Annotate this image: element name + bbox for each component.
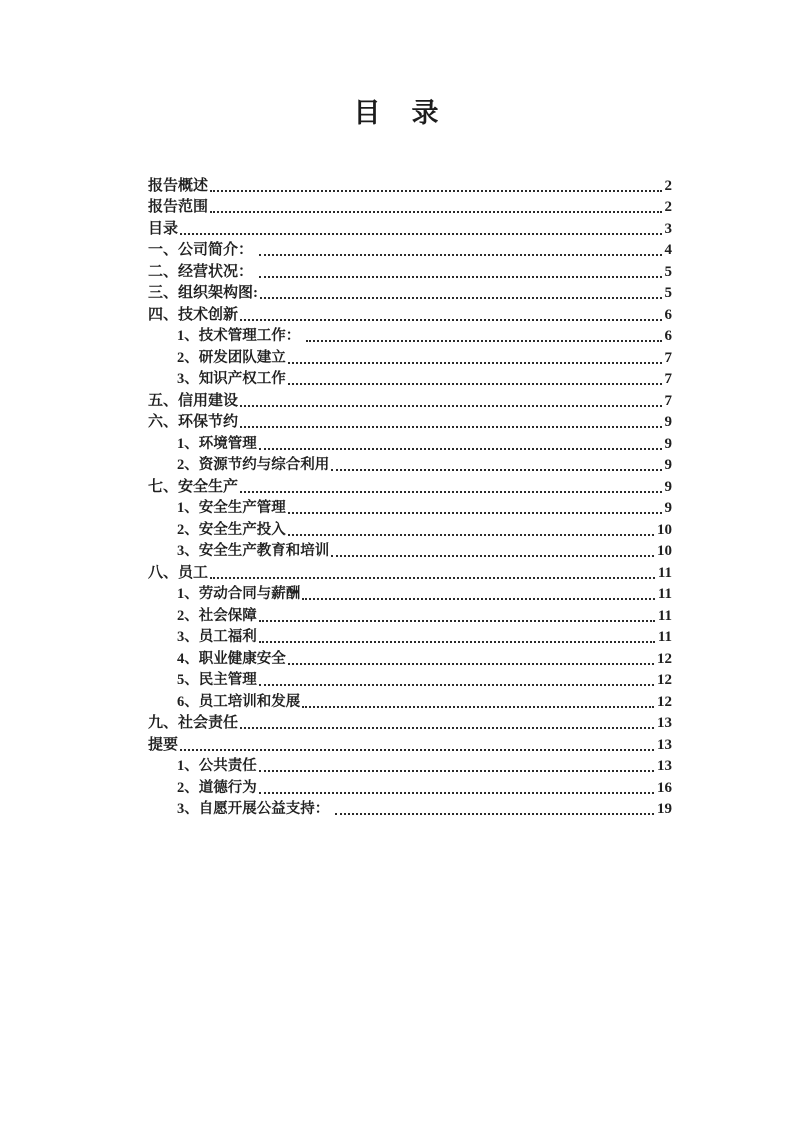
- toc-entry-page: 2: [664, 199, 672, 215]
- toc-entry-label: 九、社会责任: [148, 715, 239, 731]
- toc-dot-leader: [288, 512, 662, 514]
- toc-entry-label: 三、组织架构图:: [148, 285, 258, 301]
- toc-entry-label: 五、信用建设: [148, 392, 239, 409]
- toc-entry-page: 9: [664, 435, 672, 452]
- toc-entry[interactable]: [148, 690, 672, 712]
- toc-entry-label: 一、公司简介：: [148, 242, 257, 258]
- toc-entry-label: 5、民主管理: [177, 672, 257, 688]
- toc-dot-leader: [259, 641, 655, 643]
- toc-entry-label: 报告概述: [148, 177, 209, 194]
- toc-entry[interactable]: [148, 669, 672, 691]
- toc-entry[interactable]: [148, 561, 672, 583]
- toc-list: [148, 174, 672, 819]
- toc-entry-page: 7: [664, 349, 672, 366]
- toc-entry[interactable]: [148, 798, 672, 820]
- toc-entry[interactable]: [148, 497, 672, 519]
- toc-entry-label: 2、安全生产投入: [177, 521, 286, 538]
- toc-entry-page: 19: [657, 801, 672, 817]
- toc-entry[interactable]: [148, 303, 672, 325]
- toc-dot-leader: [180, 233, 661, 235]
- toc-entry-page: 5: [664, 263, 672, 280]
- toc-entry[interactable]: [148, 583, 672, 605]
- toc-entry[interactable]: [148, 518, 672, 540]
- toc-entry-page: 12: [657, 693, 672, 710]
- toc-entry[interactable]: [148, 776, 672, 798]
- toc-entry-page: 9: [664, 457, 672, 473]
- toc-dot-leader: [259, 254, 662, 256]
- toc-entry-label: 1、劳动合同与薪酬: [177, 586, 301, 602]
- toc-entry-label: 3、知识产权工作: [177, 371, 286, 387]
- toc-entry-page: 7: [664, 371, 672, 387]
- toc-dot-leader: [259, 770, 654, 772]
- toc-entry[interactable]: [148, 540, 672, 562]
- toc-title: 目 录: [353, 98, 441, 128]
- toc-entry-page: 10: [657, 521, 672, 538]
- toc-entry-label: 2、社会保障: [177, 607, 257, 624]
- toc-dot-leader: [240, 491, 661, 493]
- toc-entry[interactable]: [148, 368, 672, 390]
- toc-entry-page: 6: [664, 328, 672, 344]
- toc-entry-label: 6、员工培训和发展: [177, 693, 301, 710]
- toc-entry-label: 目录: [148, 220, 179, 237]
- toc-entry-label: 2、研发团队建立: [177, 349, 286, 366]
- toc-entry[interactable]: [148, 626, 672, 648]
- toc-dot-leader: [288, 534, 654, 536]
- toc-dot-leader: [288, 362, 662, 364]
- toc-entry[interactable]: [148, 325, 672, 347]
- toc-dot-leader: [302, 706, 654, 708]
- toc-entry[interactable]: [148, 239, 672, 261]
- toc-entry-page: 11: [657, 564, 672, 581]
- toc-entry-label: 二、经营状况：: [148, 263, 257, 280]
- toc-entry[interactable]: [148, 733, 672, 755]
- toc-entry-page: 9: [664, 500, 672, 516]
- toc-dot-leader: [335, 813, 654, 815]
- toc-dot-leader: [240, 319, 661, 321]
- toc-entry-page: 9: [664, 478, 672, 495]
- toc-entry-label: 1、公共责任: [177, 758, 257, 774]
- toc-entry-label: 六、环保节约: [148, 414, 239, 430]
- toc-dot-leader: [240, 405, 661, 407]
- toc-entry-page: 13: [657, 715, 672, 731]
- toc-entry[interactable]: [148, 196, 672, 218]
- toc-entry-label: 七、安全生产: [148, 478, 239, 495]
- toc-entry-page: 3: [664, 220, 672, 237]
- toc-entry[interactable]: [148, 217, 672, 239]
- toc-entry[interactable]: [148, 260, 672, 282]
- toc-entry[interactable]: [148, 475, 672, 497]
- toc-dot-leader: [306, 340, 662, 342]
- toc-entry[interactable]: [148, 389, 672, 411]
- toc-entry-label: 3、安全生产教育和培训: [177, 543, 330, 559]
- toc-dot-leader: [259, 684, 654, 686]
- toc-entry-page: 2: [664, 177, 672, 194]
- toc-entry-page: 10: [657, 543, 672, 559]
- toc-entry-page: 4: [664, 242, 672, 258]
- toc-entry-label: 1、技术管理工作：: [177, 328, 304, 344]
- toc-dot-leader: [260, 297, 662, 299]
- toc-dot-leader: [210, 211, 661, 213]
- toc-dot-leader: [259, 620, 655, 622]
- toc-dot-leader: [240, 426, 661, 428]
- toc-dot-leader: [240, 727, 654, 729]
- toc-entry[interactable]: [148, 454, 672, 476]
- toc-entry-page: 11: [657, 607, 672, 624]
- toc-entry[interactable]: [148, 411, 672, 433]
- toc-entry[interactable]: [148, 282, 672, 304]
- toc-entry[interactable]: [148, 174, 672, 196]
- toc-entry-label: 四、技术创新: [148, 306, 239, 323]
- toc-dot-leader: [331, 469, 661, 471]
- toc-entry-page: 13: [657, 758, 672, 774]
- toc-entry-page: 16: [657, 779, 672, 796]
- toc-entry-page: 12: [657, 650, 672, 667]
- toc-entry-page: 9: [664, 414, 672, 430]
- toc-dot-leader: [180, 749, 654, 751]
- toc-entry-page: 11: [657, 629, 672, 645]
- toc-dot-leader: [302, 598, 655, 600]
- toc-entry-page: 13: [657, 736, 672, 753]
- toc-entry-label: 1、安全生产管理: [177, 500, 286, 516]
- toc-dot-leader: [259, 276, 662, 278]
- toc-dot-leader: [210, 190, 661, 192]
- toc-entry[interactable]: [148, 712, 672, 734]
- toc-entry-page: 12: [657, 672, 672, 688]
- toc-dot-leader: [259, 448, 662, 450]
- toc-entry[interactable]: [148, 647, 672, 669]
- toc-dot-leader: [288, 383, 662, 385]
- toc-entry[interactable]: [148, 604, 672, 626]
- toc-dot-leader: [259, 792, 654, 794]
- toc-entry[interactable]: [148, 755, 672, 777]
- toc-entry-label: 4、职业健康安全: [177, 650, 286, 667]
- toc-dot-leader: [288, 663, 654, 665]
- toc-entry-label: 2、道德行为: [177, 779, 257, 796]
- toc-dot-leader: [331, 555, 654, 557]
- toc-entry-label: 2、资源节约与综合利用: [177, 457, 330, 473]
- toc-dot-leader: [210, 577, 655, 579]
- toc-entry-page: 11: [657, 586, 672, 602]
- toc-entry[interactable]: [148, 346, 672, 368]
- toc-entry-page: 5: [664, 285, 672, 301]
- toc-entry-label: 提要: [148, 736, 179, 753]
- toc-entry[interactable]: [148, 432, 672, 454]
- toc-entry-label: 八、员工: [148, 564, 209, 581]
- toc-entry-label: 3、自愿开展公益支持：: [177, 801, 333, 817]
- toc-entry-page: 7: [664, 392, 672, 409]
- toc-entry-label: 1、环境管理: [177, 435, 257, 452]
- toc-entry-label: 报告范围: [148, 199, 209, 215]
- toc-entry-page: 6: [664, 306, 672, 323]
- toc-entry-label: 3、员工福利: [177, 629, 257, 645]
